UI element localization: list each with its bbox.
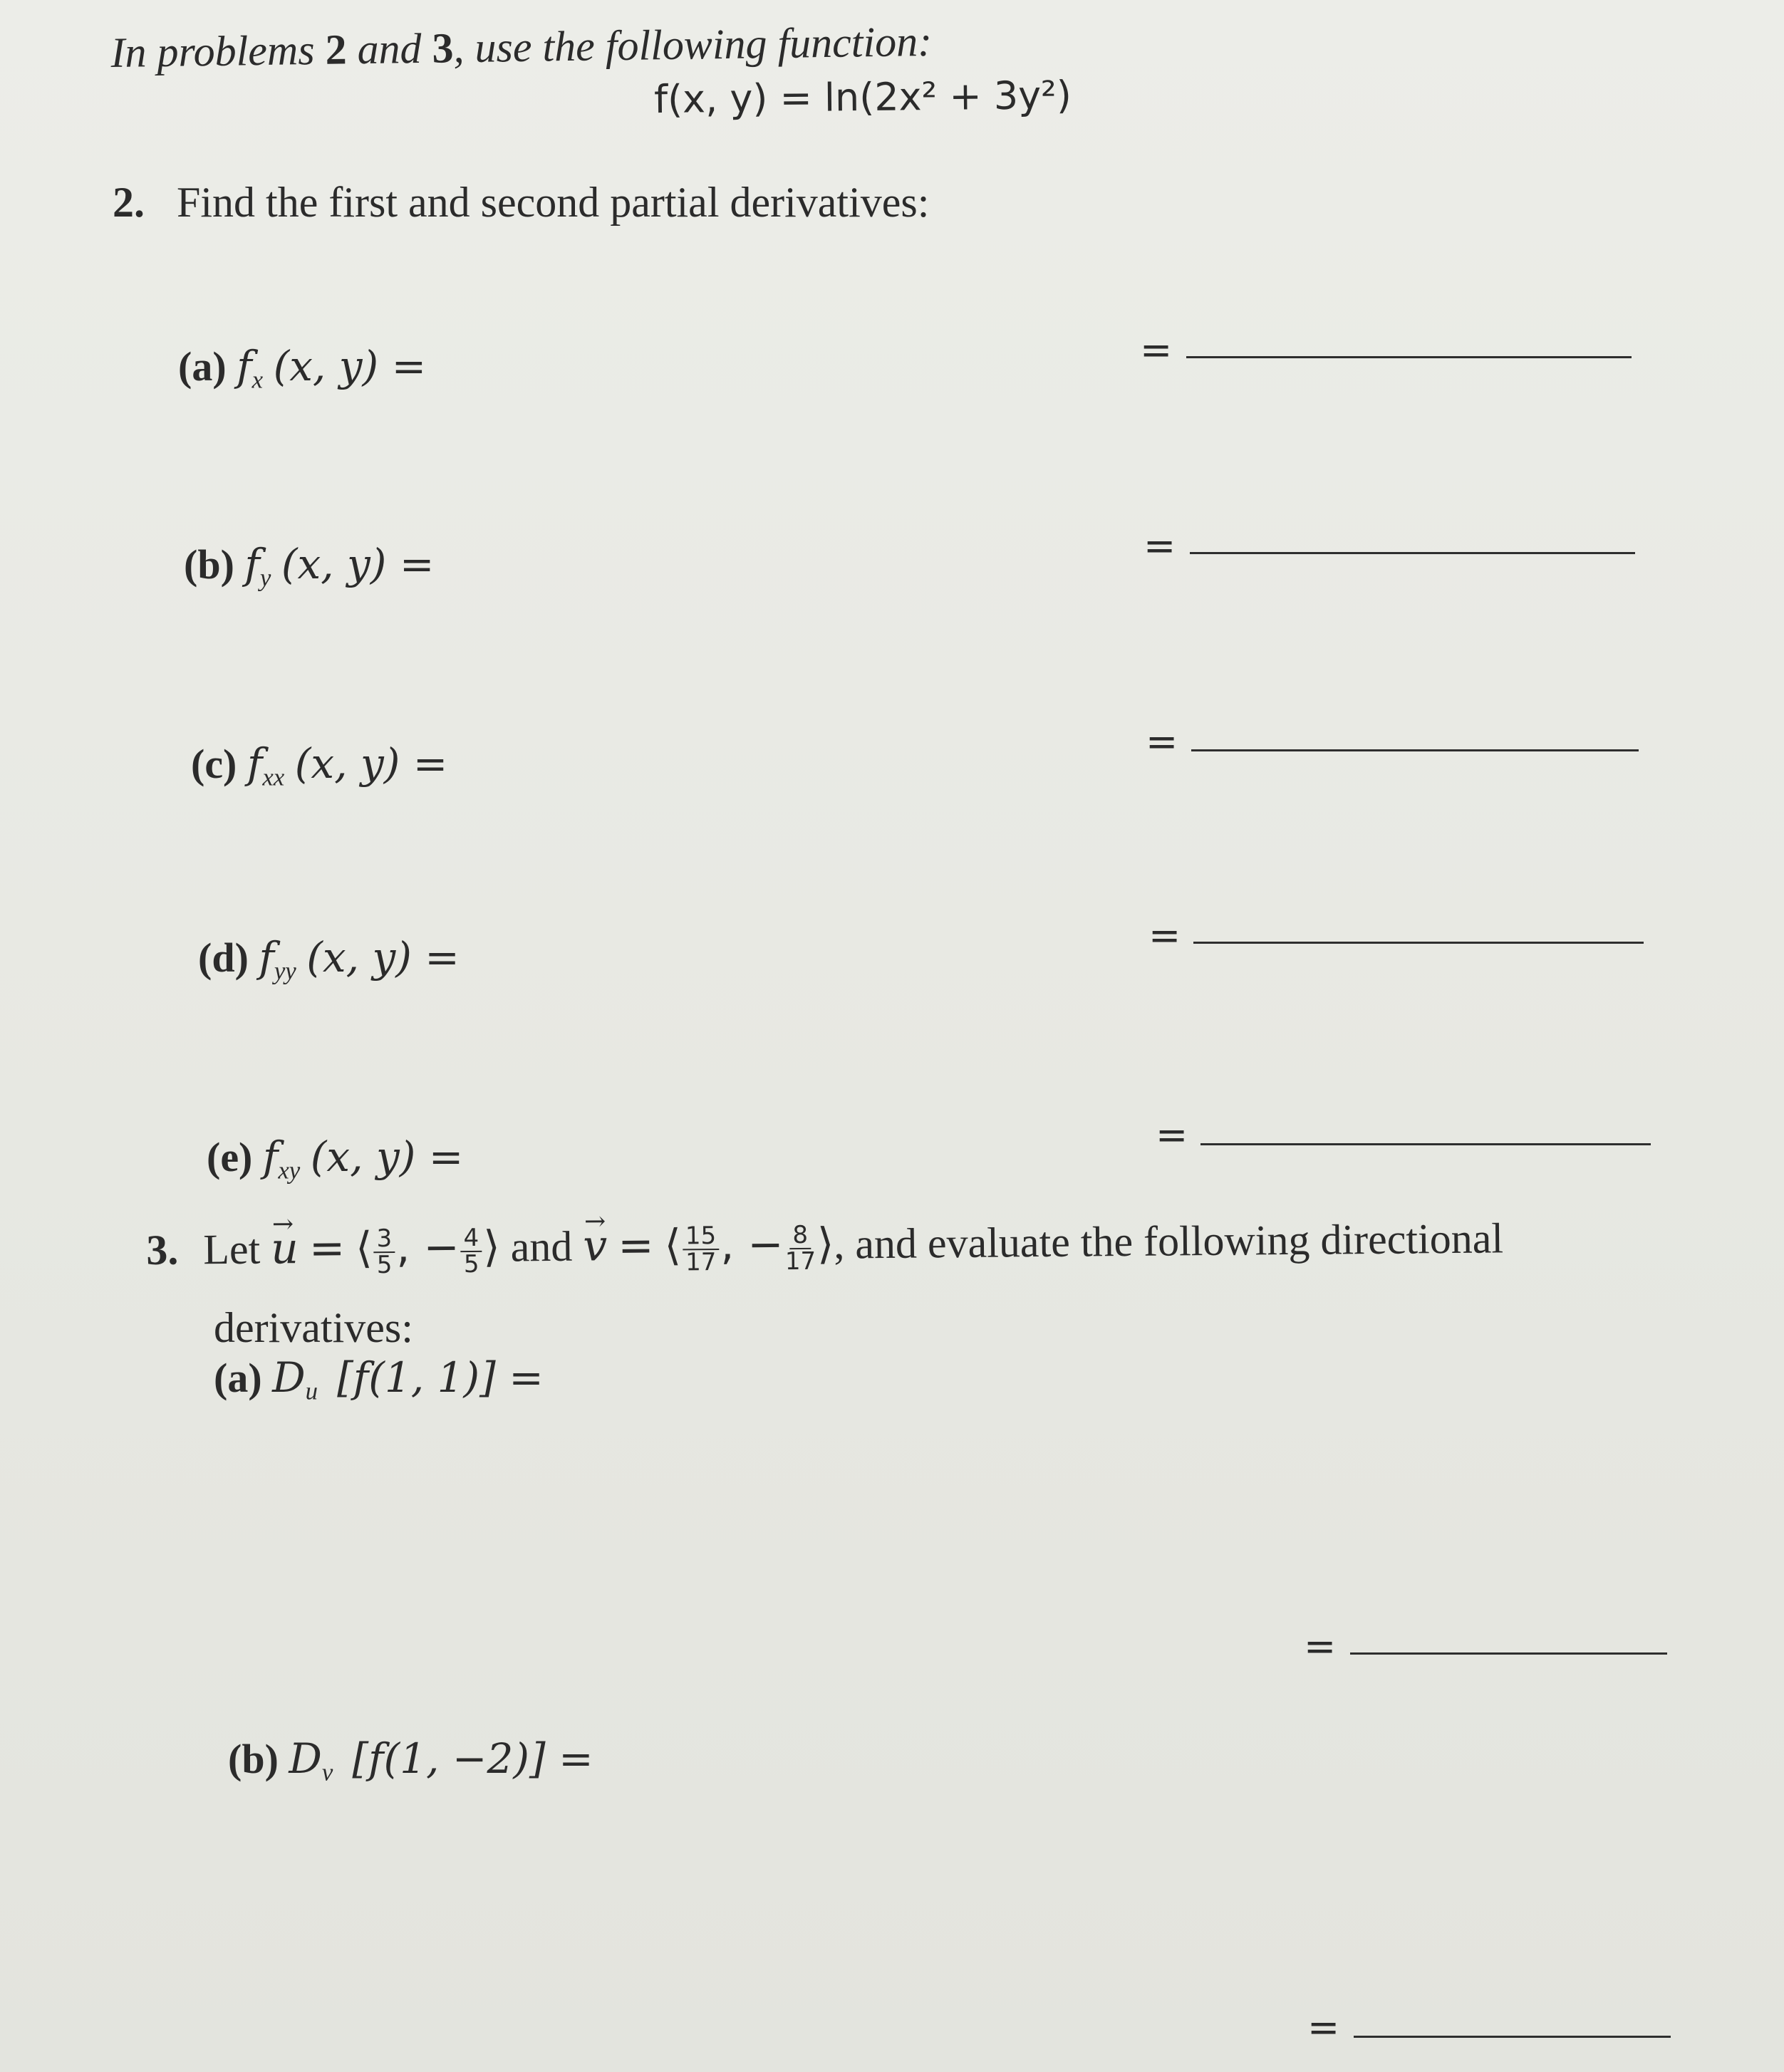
part-3b-expr: [f(1, −2)] = — [352, 1734, 593, 1783]
problem-2-text: Find the first and second partial derivatives: — [177, 179, 930, 226]
part-2d-args: (x, y) = — [306, 933, 460, 982]
part-2a-args: (x, y) = — [273, 342, 427, 390]
part-2c-sub: xx — [262, 763, 285, 791]
part-2b-func: f — [244, 540, 260, 588]
part-2b-sub: y — [259, 563, 271, 592]
part-2d-answer-line[interactable] — [1193, 942, 1644, 944]
part-2d-sub: yy — [274, 957, 296, 985]
part-2c-answer-line[interactable] — [1191, 749, 1639, 751]
part-2c-args: (x, y) = — [294, 739, 448, 788]
function-definition: f(x, y) = ln(2x² + 3y²) — [653, 72, 1072, 123]
part-3a-D: D — [272, 1353, 306, 1402]
part-3b — [228, 1734, 593, 1786]
u-component-2 — [460, 1225, 482, 1278]
u-open-bracket: ⟨ — [355, 1223, 373, 1274]
part-2e — [207, 1133, 463, 1185]
part-2c-label: (c) — [191, 741, 237, 787]
part-2b-args: (x, y) = — [281, 540, 435, 588]
problem-2-number: 2. — [113, 179, 145, 226]
part-2b — [184, 540, 434, 592]
part-2d-label: (d) — [198, 935, 249, 981]
problem-3-let: Let — [203, 1225, 261, 1274]
intro-post: , use the following function: — [453, 17, 933, 72]
problem-3-number: 3. — [146, 1226, 179, 1274]
problem-3-eq-v: = — [617, 1220, 654, 1271]
part-2a-sub: x — [251, 365, 264, 394]
v-close-bracket: ⟩ — [816, 1219, 834, 1269]
part-3b-answer-line[interactable] — [1354, 2036, 1671, 2038]
part-2e-func: f — [262, 1133, 279, 1181]
u2-numerator: 4 — [460, 1225, 482, 1252]
part-2b-equals: = — [1143, 524, 1176, 568]
part-2b-label: (b) — [184, 541, 234, 588]
u-separator: , − — [395, 1222, 460, 1273]
part-3a-label: (a) — [214, 1355, 262, 1401]
part-2e-label: (e) — [207, 1134, 253, 1180]
v2-denominator: 17 — [784, 1247, 816, 1276]
part-2e-sub: xy — [278, 1156, 301, 1185]
v2-numerator: 8 — [789, 1222, 811, 1249]
part-2c — [191, 739, 447, 791]
u-close-bracket: ⟩ — [482, 1222, 501, 1272]
part-2e-equals: = — [1156, 1113, 1188, 1157]
part-2a-func: f — [237, 342, 252, 390]
problem-3-heading — [146, 1213, 1503, 1281]
part-2c-equals: = — [1146, 719, 1178, 764]
part-3a — [214, 1353, 544, 1405]
part-2e-answer-line[interactable] — [1200, 1143, 1651, 1145]
part-3a-answer-line[interactable] — [1350, 1652, 1667, 1655]
vector-u: → u — [271, 1224, 299, 1274]
v1-denominator: 17 — [685, 1248, 717, 1277]
part-2a-label: (a) — [178, 343, 227, 390]
part-2a — [178, 342, 426, 394]
intro-n3: 3 — [432, 24, 454, 72]
part-3b-D: D — [289, 1734, 322, 1783]
part-2a-equals: = — [1140, 328, 1173, 373]
intro-n2: 2 — [325, 26, 347, 73]
part-2d-func: f — [259, 933, 274, 982]
part-2c-func: f — [247, 739, 263, 788]
part-3b-label: (b) — [228, 1736, 279, 1782]
u2-denominator: 5 — [463, 1250, 479, 1279]
u1-numerator: 3 — [373, 1227, 395, 1254]
part-2a-answer-line[interactable] — [1186, 356, 1632, 358]
v-open-bracket: ⟨ — [664, 1220, 682, 1271]
problem-2-heading — [113, 178, 929, 227]
problem-3-eq-u: = — [308, 1223, 346, 1274]
part-2e-args: (x, y) = — [310, 1133, 464, 1181]
intro-text — [110, 17, 933, 78]
part-2b-answer-line[interactable] — [1190, 552, 1635, 554]
part-3b-equals: = — [1307, 2005, 1340, 2050]
v1-numerator: 15 — [683, 1224, 720, 1251]
part-3a-expr: [f(1, 1)] = — [337, 1353, 544, 1402]
part-3a-equals: = — [1304, 1624, 1337, 1669]
vector-v: → v — [583, 1221, 608, 1271]
u1-denominator: 5 — [376, 1251, 393, 1280]
part-3b-sub: v⃗ — [321, 1758, 353, 1786]
problem-3-line2: derivatives: — [214, 1304, 413, 1351]
u-component-1 — [373, 1224, 395, 1280]
part-2d — [198, 933, 460, 985]
part-3a-sub: u⃗ — [305, 1377, 338, 1405]
problem-3-tail: , and evaluate the following directional — [834, 1214, 1504, 1268]
intro-mid: and — [357, 24, 422, 73]
v-component-2 — [784, 1222, 816, 1275]
v-component-1 — [683, 1221, 720, 1277]
v-separator: , − — [720, 1219, 784, 1270]
part-2d-equals: = — [1148, 913, 1181, 958]
problem-3-and: and — [510, 1222, 573, 1271]
intro-pre: In problems — [110, 26, 316, 76]
